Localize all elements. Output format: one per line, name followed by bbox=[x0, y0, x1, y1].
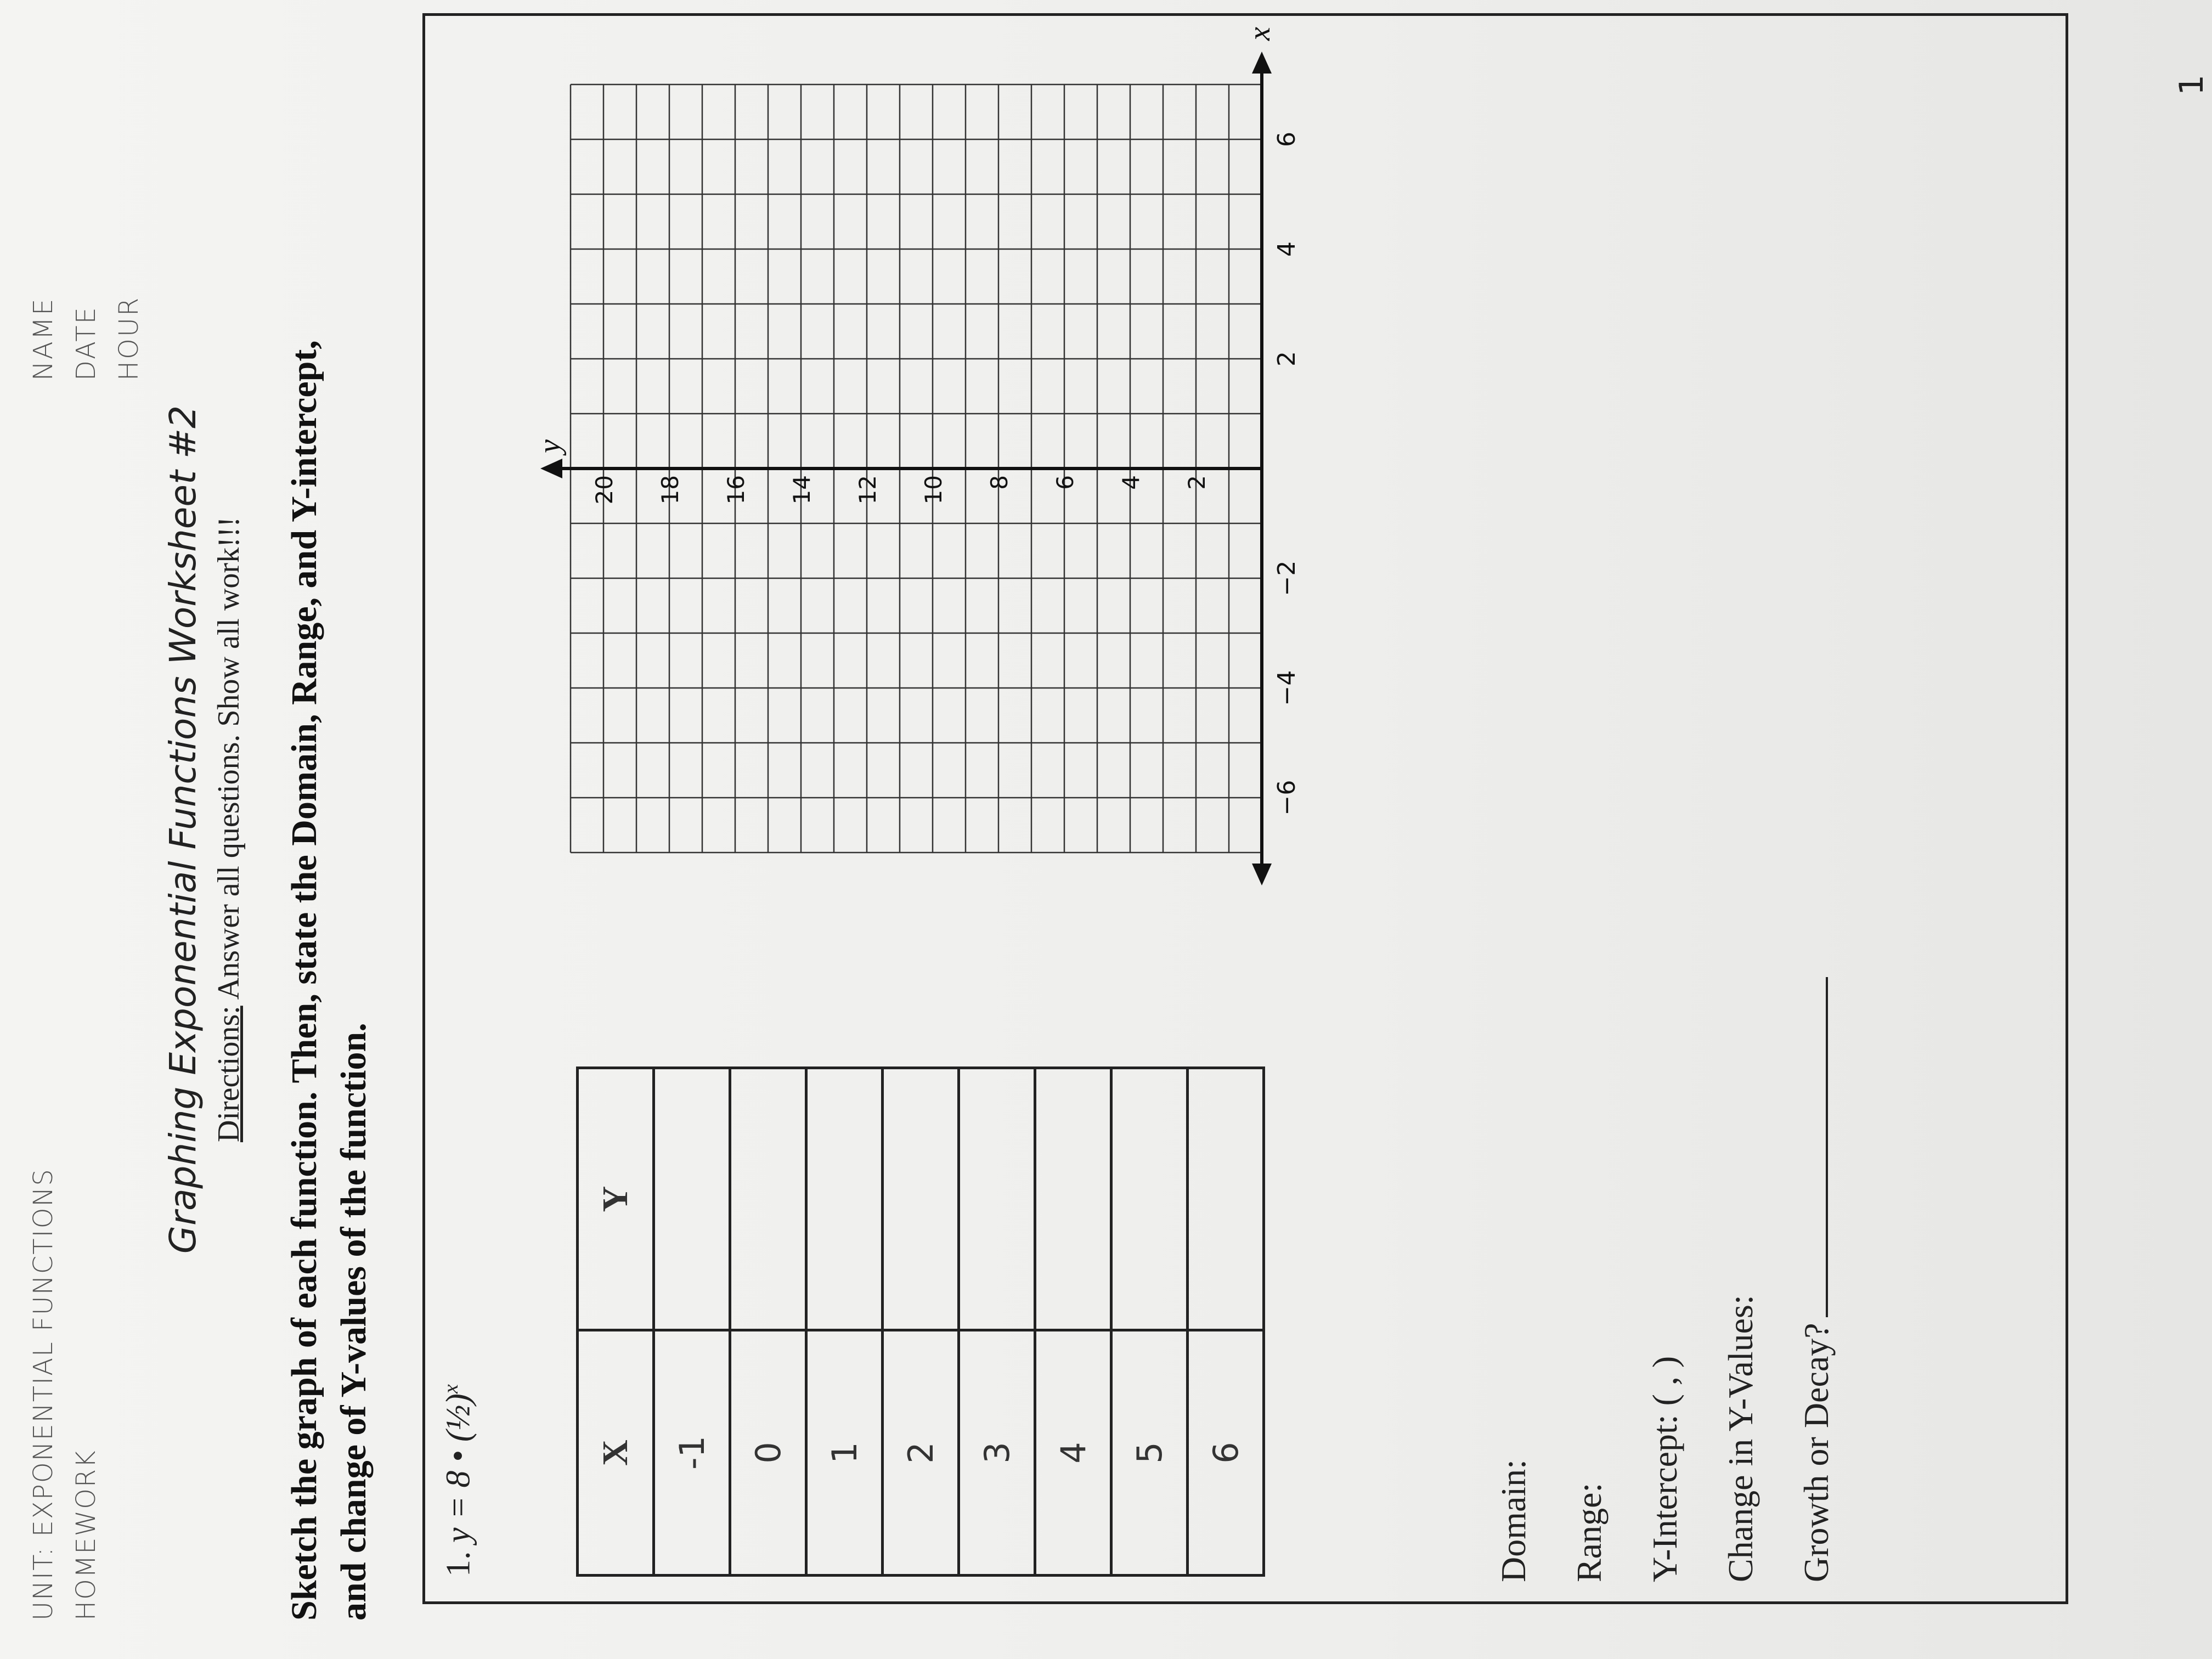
y-column-header: Y bbox=[578, 1068, 654, 1330]
domain-prompt: Domain: bbox=[1494, 1459, 1533, 1582]
x-axis-label: x bbox=[1243, 27, 1277, 41]
y-value-cell[interactable] bbox=[959, 1068, 1035, 1330]
unit-label: UNIT: EXPONENTIAL FUNCTIONS bbox=[28, 1168, 59, 1621]
problem-equation bbox=[439, 1384, 478, 1577]
x-tick-label: −2 bbox=[1273, 560, 1301, 596]
homework-label: HOMEWORK bbox=[71, 1449, 101, 1621]
x-value-cell: 6 bbox=[1188, 1330, 1264, 1576]
y-tick-label: 16 bbox=[723, 475, 749, 505]
worksheet-title: Graphing Exponential Functions Worksheet #2 bbox=[162, 405, 204, 1254]
x-axis-arrow-left bbox=[1252, 864, 1272, 885]
change-prompt: Change in Y-Values: bbox=[1721, 1295, 1760, 1582]
y-tick-label: 14 bbox=[788, 475, 815, 505]
table-row bbox=[959, 1068, 1035, 1576]
y-value-cell[interactable] bbox=[730, 1068, 806, 1330]
x-value-cell: -1 bbox=[654, 1330, 730, 1576]
x-tick-label: 2 bbox=[1273, 351, 1301, 366]
x-column-header: X bbox=[578, 1330, 654, 1576]
table-row bbox=[730, 1068, 806, 1576]
y-tick-label: 20 bbox=[591, 475, 618, 505]
y-value-cell[interactable] bbox=[806, 1068, 883, 1330]
table-row bbox=[1188, 1068, 1264, 1576]
header-right bbox=[22, 296, 150, 381]
range-prompt: Range: bbox=[1570, 1482, 1609, 1582]
y-value-cell[interactable] bbox=[654, 1068, 730, 1330]
hour-label: HOUR bbox=[114, 296, 144, 381]
y-value-cell[interactable] bbox=[883, 1068, 959, 1330]
y-tick-label: 10 bbox=[920, 475, 947, 505]
y-value-cell[interactable] bbox=[1035, 1068, 1111, 1330]
date-label: DATE bbox=[71, 306, 101, 381]
table-row bbox=[883, 1068, 959, 1576]
growth-decay-row bbox=[1779, 977, 1854, 1582]
table-row bbox=[654, 1068, 730, 1576]
x-value-cell: 2 bbox=[883, 1330, 959, 1576]
growth-decay-prompt: Growth or Decay? bbox=[1797, 1323, 1836, 1582]
answer-section bbox=[1476, 977, 1854, 1582]
instructions: Sketch the graph of each function. Then, state the Domain, Range, and Y-intercept, and change of Y-values of the function. bbox=[284, 340, 374, 1621]
directions-text: Answer all questions. Show all work!!! bbox=[212, 516, 246, 1006]
y-tick-label: 2 bbox=[1183, 475, 1210, 490]
y-tick-label: 18 bbox=[657, 475, 684, 505]
x-value-cell: 0 bbox=[730, 1330, 806, 1576]
directions bbox=[211, 0, 246, 1659]
equation-exponent: x bbox=[439, 1384, 462, 1394]
x-tick-label: −6 bbox=[1273, 780, 1301, 816]
page-number: 1 bbox=[2172, 74, 2211, 95]
table-row bbox=[1111, 1068, 1188, 1576]
directions-label: Directions: bbox=[212, 1006, 246, 1143]
y-tick-label: 12 bbox=[854, 475, 881, 505]
y-axis-label: y bbox=[533, 439, 567, 453]
x-value-cell: 3 bbox=[959, 1330, 1035, 1576]
equation-text: y = 8 • (½) bbox=[439, 1393, 477, 1543]
header-left bbox=[22, 1168, 108, 1621]
y-value-cell[interactable] bbox=[1188, 1068, 1264, 1330]
y-axis-arrow bbox=[540, 459, 562, 478]
table-row bbox=[1035, 1068, 1111, 1576]
x-axis-arrow-right bbox=[1252, 52, 1272, 74]
x-value-cell: 4 bbox=[1035, 1330, 1111, 1576]
x-value-cell: 1 bbox=[806, 1330, 883, 1576]
x-value-cell: 5 bbox=[1111, 1330, 1188, 1576]
coordinate-grid[interactable] bbox=[533, 27, 1301, 891]
y-tick-label: 8 bbox=[986, 475, 1013, 490]
growth-decay-answer-line[interactable] bbox=[1798, 977, 1828, 1317]
problem-number: 1. bbox=[439, 1551, 477, 1577]
x-tick-label: −4 bbox=[1273, 670, 1301, 706]
x-tick-label: 4 bbox=[1273, 241, 1301, 257]
y-tick-label: 4 bbox=[1118, 475, 1144, 490]
y-value-cell[interactable] bbox=[1111, 1068, 1188, 1330]
name-label: NAME bbox=[28, 297, 59, 381]
table-row bbox=[806, 1068, 883, 1576]
xy-table bbox=[576, 1066, 1265, 1577]
y-tick-label: 6 bbox=[1052, 475, 1079, 490]
y-intercept-prompt: Y-Intercept: ( , ) bbox=[1645, 1356, 1684, 1582]
x-tick-label: 6 bbox=[1273, 132, 1301, 147]
